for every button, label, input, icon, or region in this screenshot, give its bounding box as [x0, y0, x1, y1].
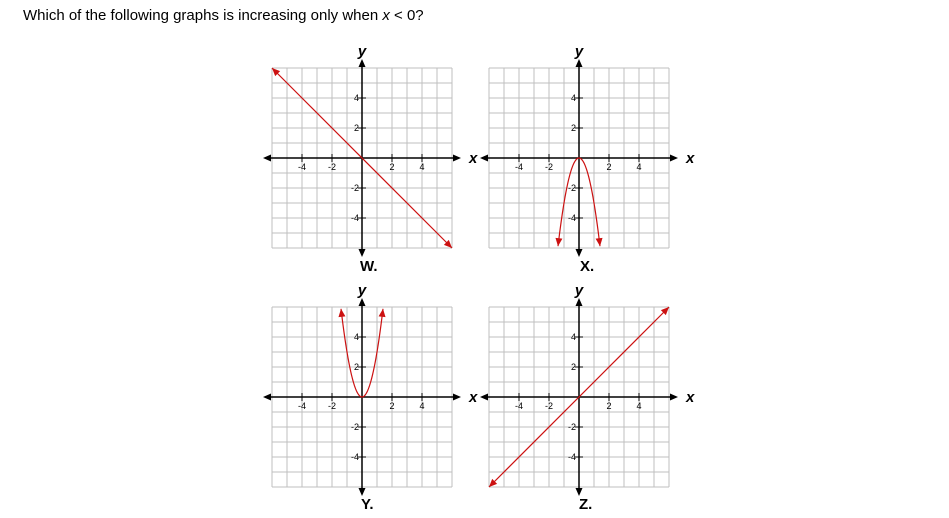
y-tick-label: 4 — [570, 332, 576, 342]
y-axis-arrow-down — [576, 488, 583, 496]
x-axis-arrow-right — [670, 155, 678, 162]
y-tick-label: 2 — [353, 123, 359, 133]
x-tick-label: 4 — [636, 162, 642, 172]
x-axis-arrow-right — [453, 394, 461, 401]
graph-svg — [470, 43, 695, 266]
y-axis-arrow-up — [576, 298, 583, 306]
graph-svg — [470, 282, 695, 505]
y-tick-label: -4 — [567, 213, 576, 223]
x-axis-arrow-right — [453, 155, 461, 162]
x-axis-arrow-right — [670, 394, 678, 401]
x-tick-label: 4 — [419, 401, 425, 411]
x-tick-label: 4 — [419, 162, 425, 172]
x-axis-label: x — [469, 150, 478, 167]
question-prefix: Which of the following graphs is increasing only when — [23, 7, 383, 24]
y-axis-label: y — [357, 282, 367, 299]
x-tick-label: -4 — [297, 401, 307, 411]
y-tick-label: -2 — [350, 183, 359, 193]
y-tick-label: 2 — [570, 362, 576, 372]
y-tick-label: -2 — [567, 183, 576, 193]
graph-y — [253, 282, 478, 505]
y-axis-arrow-up — [359, 298, 366, 306]
x-axis-label: x — [469, 389, 478, 406]
y-axis-label: y — [357, 43, 367, 60]
caption-w: W. — [360, 258, 378, 275]
y-tick-label: -4 — [567, 452, 576, 462]
x-tick-label: -2 — [544, 401, 554, 411]
x-tick-label: -2 — [544, 162, 554, 172]
curve-arrow — [379, 309, 386, 317]
curve-arrow — [338, 309, 345, 317]
x-tick-label: -2 — [327, 401, 337, 411]
x-axis-label: x — [686, 150, 695, 167]
y-axis-arrow-up — [359, 59, 366, 67]
x-tick-label: -4 — [514, 162, 524, 172]
x-tick-label: -2 — [327, 162, 337, 172]
question-variable: x — [382, 7, 390, 24]
y-tick-label: 4 — [570, 93, 576, 103]
graph-svg — [253, 282, 478, 505]
y-axis-arrow-up — [576, 59, 583, 67]
question-text — [23, 7, 424, 24]
x-tick-label: -4 — [514, 401, 524, 411]
y-tick-label: 4 — [353, 332, 359, 342]
y-axis-label: y — [574, 282, 584, 299]
caption-y: Y. — [361, 496, 374, 513]
y-tick-label: 4 — [353, 93, 359, 103]
graph-z — [470, 282, 695, 505]
y-tick-label: -2 — [567, 422, 576, 432]
x-tick-label: 2 — [606, 162, 612, 172]
y-tick-label: -4 — [350, 452, 359, 462]
y-tick-label: 2 — [570, 123, 576, 133]
y-tick-label: -4 — [350, 213, 359, 223]
curve-arrow — [596, 238, 603, 246]
graph-svg — [253, 43, 478, 266]
y-axis-arrow-down — [359, 488, 366, 496]
x-axis-arrow-left — [480, 394, 488, 401]
x-tick-label: 2 — [389, 162, 395, 172]
question-suffix: < 0? — [389, 7, 424, 24]
graph-w — [253, 43, 478, 266]
y-axis-arrow-down — [359, 249, 366, 257]
y-axis-label: y — [574, 43, 584, 60]
caption-x: X. — [580, 258, 595, 275]
caption-z: Z. — [579, 496, 593, 513]
graph-x — [470, 43, 695, 266]
y-tick-label: -2 — [350, 422, 359, 432]
x-tick-label: 2 — [606, 401, 612, 411]
x-tick-label: 2 — [389, 401, 395, 411]
x-tick-label: -4 — [297, 162, 307, 172]
curve-arrow — [555, 238, 562, 246]
x-tick-label: 4 — [636, 401, 642, 411]
x-axis-arrow-left — [263, 155, 271, 162]
y-axis-arrow-down — [576, 249, 583, 257]
x-axis-arrow-left — [480, 155, 488, 162]
x-axis-label: x — [686, 389, 695, 406]
y-tick-label: 2 — [353, 362, 359, 372]
x-axis-arrow-left — [263, 394, 271, 401]
